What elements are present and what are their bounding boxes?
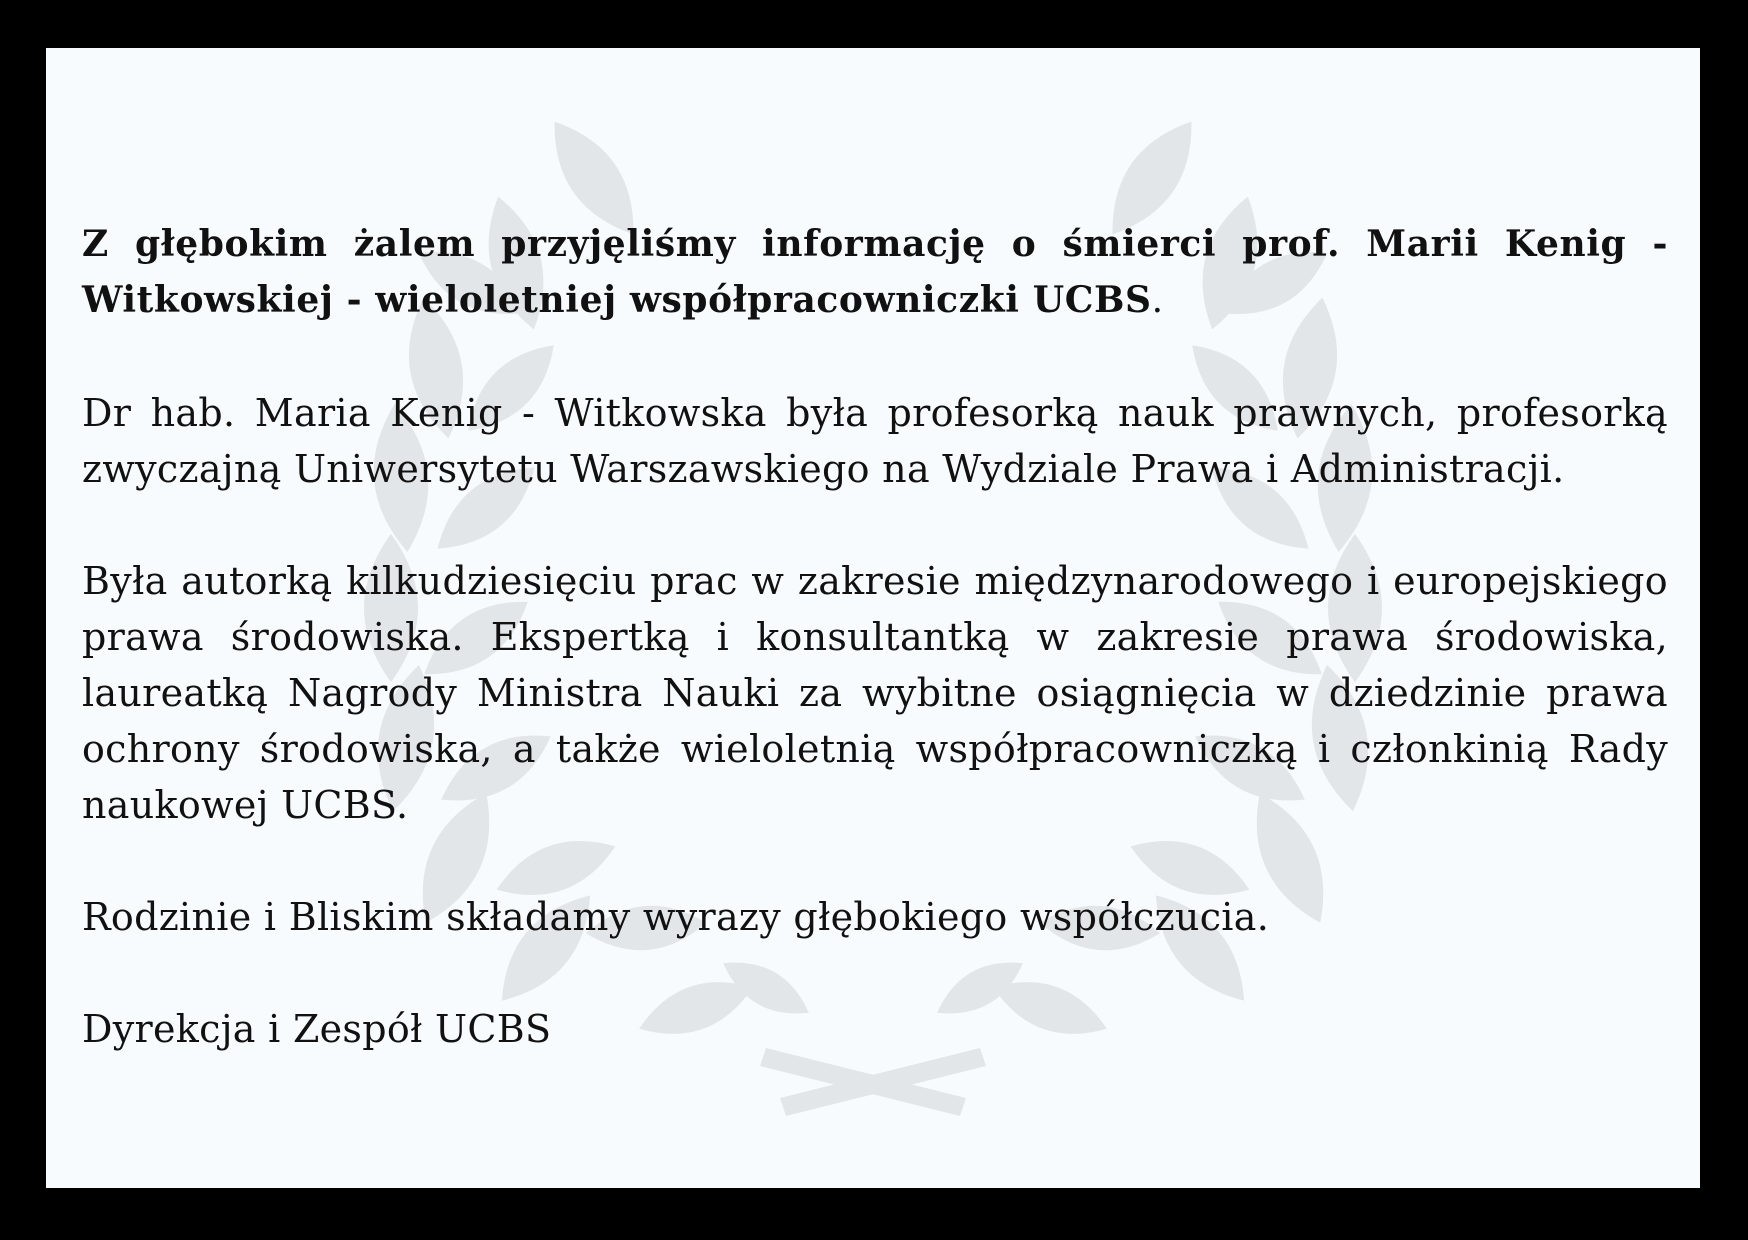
achievements-paragraph: Była autorką kilkudziesięciu prac w zakresie międzynarodowego i europejskiego prawa środowiska. Ekspertką i konsultantką w zakresie prawa środowiska, laureatką Nagrody Ministra Nauki za wybitne osiągnięcia w dziedzinie prawa ochrony środowiska, a także wieloletnią współpracowniczką i członkinią Rady naukowej UCBS. — [82, 559, 1668, 827]
condolences-paragraph: Rodzinie i Bliskim składamy wyrazy głębokiego współczucia. — [82, 895, 1270, 939]
headline-period: . — [1151, 280, 1164, 321]
notice-text — [82, 216, 1668, 1057]
signature: Dyrekcja i Zespół UCBS — [82, 1007, 552, 1051]
headline-text: Z głębokim żalem przyjęliśmy informację o śmierci prof. Marii Kenig - Witkowskiej - wieloletniej współpracowniczki UCBS — [82, 223, 1668, 321]
condolence-card — [46, 48, 1700, 1188]
biography-paragraph: Dr hab. Maria Kenig - Witkowska była profesorką nauk prawnych, profesorką zwyczajną Uniwersytetu Warszawskiego na Wydziale Prawa i Administracji. — [82, 391, 1668, 491]
headline — [82, 216, 1668, 329]
